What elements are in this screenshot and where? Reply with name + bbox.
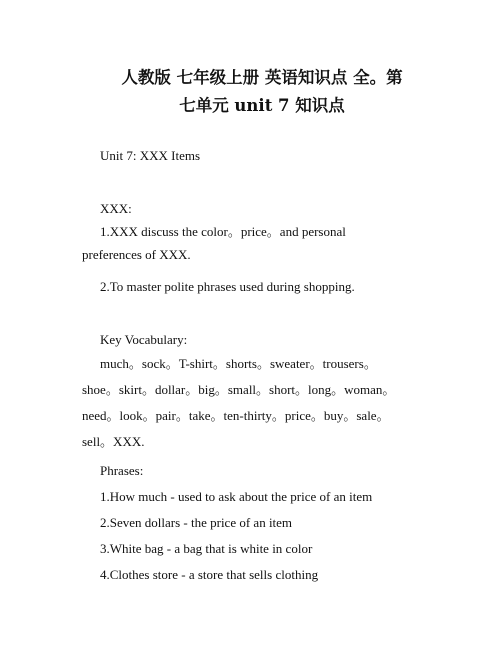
phrase-item: 1.How much - used to ask about the price of an item bbox=[100, 489, 373, 504]
phrase-item: 4.Clothes store - a store that sells clothing bbox=[100, 567, 319, 582]
vocabulary-list: much。sock。T-shirt。shorts。sweater。trousers。shoe。skirt。dollar。big。small。short。long。woman。need。look。pair。take。ten-thirty。price。buy。sale。sell。XXX. bbox=[82, 356, 396, 449]
vocabulary-heading: Key Vocabulary: bbox=[100, 332, 188, 347]
objective-2: 2.To master polite phrases used during shopping. bbox=[100, 279, 355, 294]
objective-1: 1.XXX discuss the color。price。and personal preferences of XXX. bbox=[82, 224, 346, 262]
document-title bbox=[92, 64, 432, 120]
phrase-item: 2.Seven dollars - the price of an item bbox=[100, 515, 293, 530]
phrases-heading: Phrases: bbox=[100, 463, 144, 478]
title-line-1: 人教版 七年级上册 英语知识点 全。第 bbox=[121, 68, 403, 87]
section-heading-objectives: XXX: bbox=[100, 201, 132, 216]
title-line-2: 七单元 unit 7 知识点 bbox=[179, 96, 345, 115]
unit-heading: Unit 7: XXX Items bbox=[100, 148, 201, 163]
phrase-item: 3.White bag - a bag that is white in color bbox=[100, 541, 313, 556]
